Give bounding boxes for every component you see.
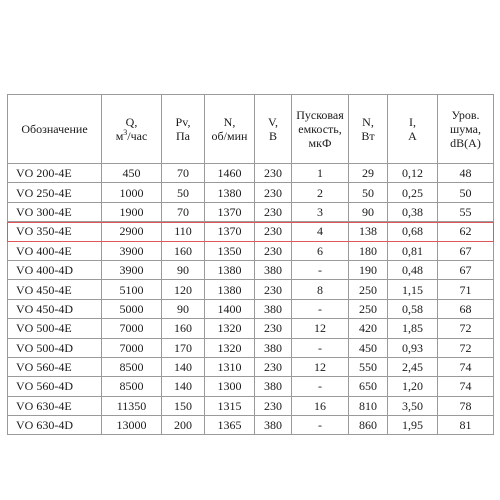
cell-noise: 74 (438, 357, 494, 376)
cell-speed: 1365 (205, 416, 255, 435)
table-row (8, 396, 494, 415)
table-row (8, 377, 494, 396)
cell-airflow: 3900 (102, 260, 162, 279)
cell-power: 250 (349, 280, 388, 299)
cell-speed: 1400 (205, 299, 255, 318)
cell-power: 190 (349, 260, 388, 279)
cell-pressure: 90 (162, 260, 205, 279)
cell-airflow: 1900 (102, 202, 162, 221)
cell-capacitor: 4 (292, 222, 349, 241)
cell-pressure: 200 (162, 416, 205, 435)
cell-noise: 68 (438, 299, 494, 318)
table-row (8, 338, 494, 357)
table-row (8, 260, 494, 279)
cell-designation: VO 250-4E (8, 183, 102, 202)
header-speed (205, 95, 255, 164)
cell-pressure: 160 (162, 241, 205, 260)
cell-voltage: 230 (255, 280, 292, 299)
cell-capacitor: 3 (292, 202, 349, 221)
header-line: емкость, (298, 122, 342, 136)
cell-voltage: 380 (255, 377, 292, 396)
cell-pressure: 150 (162, 396, 205, 415)
cell-pressure: 90 (162, 299, 205, 318)
header-line: Па (176, 129, 190, 143)
cell-designation: VO 300-4E (8, 202, 102, 221)
cell-airflow: 13000 (102, 416, 162, 435)
header-designation (8, 95, 102, 164)
header-line: мкФ (308, 136, 332, 150)
header-line: V, (267, 115, 279, 129)
cell-pressure: 70 (162, 164, 205, 183)
cell-capacitor: - (292, 338, 349, 357)
cell-speed: 1320 (205, 319, 255, 338)
cell-pressure: 170 (162, 338, 205, 357)
table-row (8, 222, 494, 241)
table-body (8, 164, 494, 435)
header-airflow (102, 95, 162, 164)
cell-speed: 1370 (205, 202, 255, 221)
header-line: шума, (450, 122, 481, 136)
cell-designation: VO 400-4D (8, 260, 102, 279)
header-noise (438, 95, 494, 164)
fan-specification-table (7, 94, 494, 435)
cell-airflow: 2900 (102, 222, 162, 241)
cell-airflow: 8500 (102, 357, 162, 376)
cell-airflow: 5100 (102, 280, 162, 299)
cell-pressure: 120 (162, 280, 205, 299)
cell-voltage: 230 (255, 202, 292, 221)
cell-current: 2,45 (388, 357, 438, 376)
cell-voltage: 230 (255, 357, 292, 376)
cell-noise: 74 (438, 377, 494, 396)
cell-designation: VO 350-4E (8, 222, 102, 241)
cell-voltage: 380 (255, 416, 292, 435)
cell-speed: 1370 (205, 222, 255, 241)
cell-capacitor: 6 (292, 241, 349, 260)
cell-airflow: 11350 (102, 396, 162, 415)
cell-voltage: 230 (255, 222, 292, 241)
cell-capacitor: - (292, 260, 349, 279)
header-line: Pv, (175, 115, 191, 129)
cell-pressure: 140 (162, 377, 205, 396)
cell-speed: 1320 (205, 338, 255, 357)
cell-speed: 1460 (205, 164, 255, 183)
header-line: Q, (125, 115, 138, 129)
cell-designation: VO 630-4D (8, 416, 102, 435)
table-row (8, 280, 494, 299)
cell-designation: VO 200-4E (8, 164, 102, 183)
cell-speed: 1350 (205, 241, 255, 260)
cell-designation: VO 560-4E (8, 357, 102, 376)
cell-noise: 72 (438, 338, 494, 357)
cell-designation: VO 450-4D (8, 299, 102, 318)
cell-noise: 62 (438, 222, 494, 241)
cell-noise: 67 (438, 260, 494, 279)
cell-power: 810 (349, 396, 388, 415)
cell-airflow: 7000 (102, 338, 162, 357)
cell-designation: VO 450-4E (8, 280, 102, 299)
header-line: N, (362, 115, 374, 129)
cell-noise: 78 (438, 396, 494, 415)
cell-capacitor: 1 (292, 164, 349, 183)
cell-current: 1,85 (388, 319, 438, 338)
cell-noise: 55 (438, 202, 494, 221)
cell-speed: 1380 (205, 260, 255, 279)
cell-power: 50 (349, 183, 388, 202)
header-line: Уров. (451, 108, 480, 122)
cell-airflow: 5000 (102, 299, 162, 318)
cell-capacitor: 8 (292, 280, 349, 299)
cell-pressure: 50 (162, 183, 205, 202)
cell-voltage: 230 (255, 183, 292, 202)
cell-pressure: 140 (162, 357, 205, 376)
header-line: В (268, 129, 277, 143)
cell-capacitor: 16 (292, 396, 349, 415)
header-line: А (408, 129, 417, 143)
cell-power: 90 (349, 202, 388, 221)
cell-airflow: 1000 (102, 183, 162, 202)
header-line: $м^3$/час (115, 128, 148, 143)
cell-noise: 71 (438, 280, 494, 299)
cell-current: 0,81 (388, 241, 438, 260)
cell-speed: 1380 (205, 280, 255, 299)
cell-power: 29 (349, 164, 388, 183)
cell-airflow: 3900 (102, 241, 162, 260)
cell-current: 0,12 (388, 164, 438, 183)
cell-capacitor: 12 (292, 357, 349, 376)
cell-current: 1,20 (388, 377, 438, 396)
cell-current: 0,25 (388, 183, 438, 202)
table-row (8, 299, 494, 318)
cell-voltage: 230 (255, 164, 292, 183)
header-power (349, 95, 388, 164)
cell-capacitor: 2 (292, 183, 349, 202)
header-capacitor (292, 95, 349, 164)
table-header-row (8, 95, 494, 164)
header-pressure (162, 95, 205, 164)
cell-designation: VO 500-4E (8, 319, 102, 338)
cell-power: 180 (349, 241, 388, 260)
cell-current: 1,15 (388, 280, 438, 299)
cell-airflow: 7000 (102, 319, 162, 338)
table-row (8, 357, 494, 376)
header-line: I, (409, 115, 416, 129)
table-row (8, 202, 494, 221)
cell-voltage: 380 (255, 260, 292, 279)
cell-speed: 1315 (205, 396, 255, 415)
cell-designation: VO 560-4D (8, 377, 102, 396)
table-row (8, 416, 494, 435)
table-row (8, 241, 494, 260)
cell-power: 138 (349, 222, 388, 241)
cell-capacitor: 12 (292, 319, 349, 338)
cell-pressure: 70 (162, 202, 205, 221)
table-row (8, 319, 494, 338)
header-line: Обозначение (21, 122, 88, 136)
cell-noise: 67 (438, 241, 494, 260)
cell-power: 550 (349, 357, 388, 376)
cell-current: 0,68 (388, 222, 438, 241)
cell-voltage: 380 (255, 299, 292, 318)
cell-power: 650 (349, 377, 388, 396)
cell-designation: VO 630-4E (8, 396, 102, 415)
header-line: N, (223, 115, 236, 129)
cell-noise: 50 (438, 183, 494, 202)
cell-capacitor: - (292, 299, 349, 318)
cell-noise: 81 (438, 416, 494, 435)
cell-airflow: 450 (102, 164, 162, 183)
cell-current: 1,95 (388, 416, 438, 435)
header-line: Вт (361, 129, 375, 143)
header-line: Пусковая (296, 108, 344, 122)
cell-power: 450 (349, 338, 388, 357)
header-line: об/мин (211, 129, 248, 143)
cell-current: 0,38 (388, 202, 438, 221)
cell-voltage: 230 (255, 396, 292, 415)
cell-current: 0,93 (388, 338, 438, 357)
cell-designation: VO 400-4E (8, 241, 102, 260)
cell-current: 0,58 (388, 299, 438, 318)
cell-capacitor: - (292, 416, 349, 435)
cell-noise: 48 (438, 164, 494, 183)
cell-pressure: 160 (162, 319, 205, 338)
header-voltage (255, 95, 292, 164)
header-line: dB(A) (450, 136, 481, 150)
cell-power: 860 (349, 416, 388, 435)
cell-noise: 72 (438, 319, 494, 338)
cell-power: 250 (349, 299, 388, 318)
cell-current: 3,50 (388, 396, 438, 415)
cell-designation: VO 500-4D (8, 338, 102, 357)
cell-speed: 1310 (205, 357, 255, 376)
header-current (388, 95, 438, 164)
cell-speed: 1300 (205, 377, 255, 396)
cell-pressure: 110 (162, 222, 205, 241)
cell-power: 420 (349, 319, 388, 338)
cell-voltage: 230 (255, 241, 292, 260)
cell-capacitor: - (292, 377, 349, 396)
cell-speed: 1380 (205, 183, 255, 202)
table-row (8, 164, 494, 183)
table-row (8, 183, 494, 202)
cell-airflow: 8500 (102, 377, 162, 396)
cell-voltage: 380 (255, 338, 292, 357)
cell-current: 0,48 (388, 260, 438, 279)
cell-voltage: 230 (255, 319, 292, 338)
